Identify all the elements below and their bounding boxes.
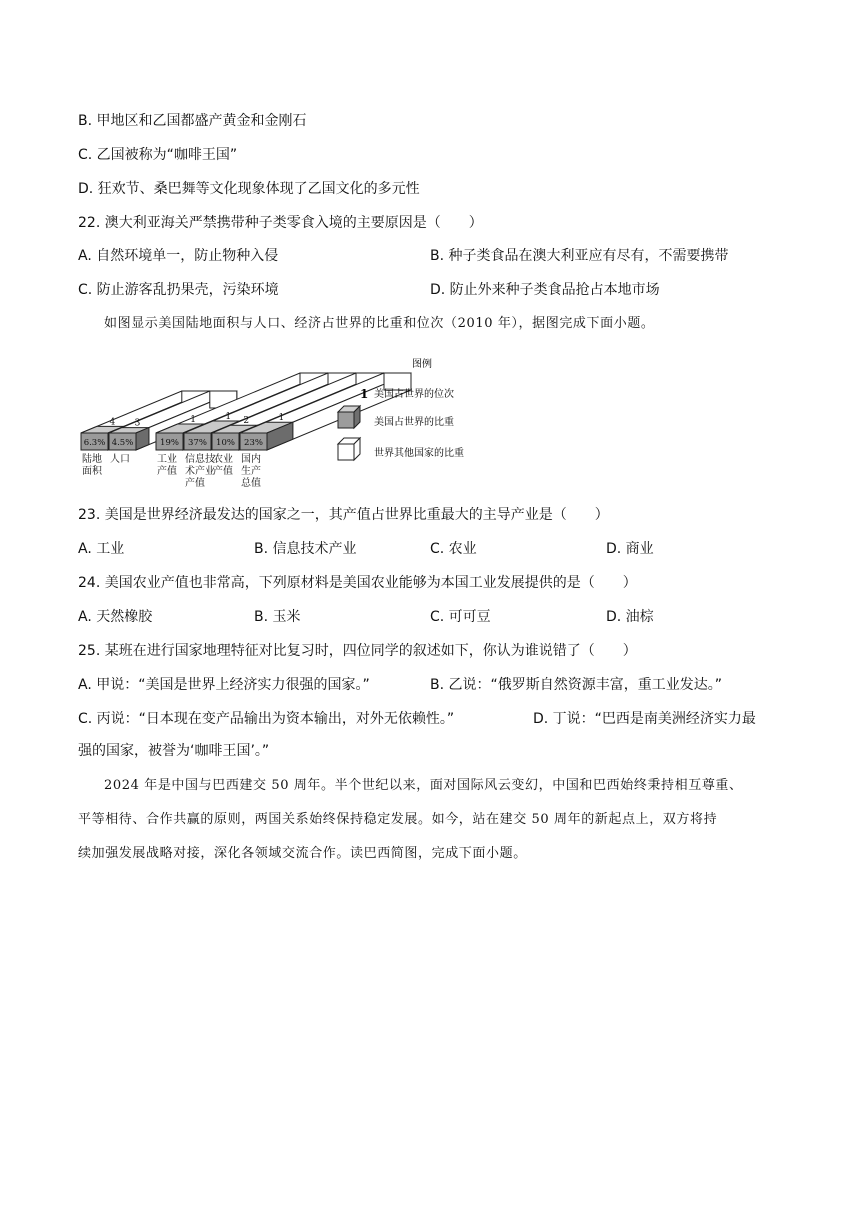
bar-category-label: 产值 <box>157 466 177 477</box>
option-d-prev: D. 狂欢节、桑巴舞等文化现象体现了乙国文化的多元性 <box>78 181 420 197</box>
q22-stem: 22. 澳大利亚海关严禁携带种子类零食入境的主要原因是（ ） <box>78 215 483 231</box>
bar-rank-label: 3 <box>134 418 141 429</box>
usa-share-diagram <box>78 340 508 500</box>
bar-category-label: 人口 <box>110 454 130 465</box>
bar-category-label: 生产 <box>241 466 261 477</box>
legend-share-text: 美国占世界的比重 <box>374 417 454 428</box>
q22-option-d: D. 防止外来种子类食品抢占本地市场 <box>430 282 660 298</box>
q25-stem: 25. 某班在进行国家地理特征对比复习时，四位同学的叙述如下，你认为谁说错了（ ） <box>78 643 637 659</box>
usa-intro: 如图显示美国陆地面积与人口、经济占世界的比重和位次（2010 年），据图完成下面小题。 <box>104 316 655 331</box>
q25-option-d-cont: 强的国家，被誉为‘咖啡王国’。” <box>78 743 270 759</box>
q23-option-d: D. 商业 <box>606 541 654 557</box>
option-c-prev: C. 乙国被称为“咖啡王国” <box>78 147 238 163</box>
bar-category-label: 产值 <box>213 466 233 477</box>
q22-option-b: B. 种子类食品在澳大利亚应有尽有，不需要携带 <box>430 248 729 264</box>
bar-category-label: 产值 <box>185 478 205 489</box>
bar-category-label: 工业 <box>157 454 177 465</box>
q24-option-d: D. 油棕 <box>606 609 654 625</box>
bar-rank-label: 1 <box>225 412 232 422</box>
q25-option-d: D. 丁说：“巴西是南美洲经济实力最 <box>533 711 756 727</box>
legend-rank-text: 美国占世界的位次 <box>374 389 454 400</box>
bar-category-label: 信息技 <box>185 454 215 465</box>
usa-share-figure <box>78 340 508 500</box>
bar-rank-label: 1 <box>190 415 196 425</box>
bar-other-end <box>384 373 411 390</box>
bar-pct-label: 19% <box>160 438 179 448</box>
q25-option-b: B. 乙说：“俄罗斯自然资源丰富，重工业发达。” <box>430 677 723 693</box>
bar-pct-label: 10% <box>216 438 235 448</box>
bar-pct-label: 4.5% <box>111 438 134 448</box>
legend-share-box <box>338 406 360 428</box>
brazil-intro-line3: 续加强发展战略对接，深化各领域交流合作。读巴西简图，完成下面小题。 <box>78 846 527 861</box>
q25-option-c: C. 丙说：“日本现在变产品输出为资本输出，对外无依赖性。” <box>78 711 455 727</box>
q24-stem: 24. 美国农业产值也非常高，下列原材料是美国农业能够为本国工业发展提供的是（ ） <box>78 575 637 591</box>
q23-stem: 23. 美国是世界经济最发达的国家之一，其产值占世界比重最大的主导产业是（ ） <box>78 507 609 523</box>
bar-category-label: 总值 <box>241 478 261 489</box>
q22-option-c: C. 防止游客乱扔果壳，污染环境 <box>78 282 279 298</box>
bar-category-label: 术产业 <box>185 466 215 477</box>
q23-option-b: B. 信息技术产业 <box>254 541 357 557</box>
bar-category-label: 陆地 <box>82 454 102 465</box>
bar-category-label: 面积 <box>82 466 102 477</box>
bar-rank-label: 4 <box>109 417 116 428</box>
q24-option-a: A. 天然橡胶 <box>78 609 153 625</box>
q22-option-a: A. 自然环境单一，防止物种入侵 <box>78 248 279 264</box>
bar-category-label: 农业 <box>213 454 233 465</box>
q23-option-c: C. 农业 <box>430 541 477 557</box>
brazil-intro-line2: 平等相待、合作共赢的原则，两国关系始终保持稳定发展。如今，站在建交 50 周年的新起点上，双方将持 <box>78 812 718 827</box>
legend-other-text: 世界其他国家的比重 <box>374 448 464 459</box>
brazil-intro-line1: 2024 年是中国与巴西建交 50 周年。半个世纪以来，面对国际风云变幻，中国和巴西始终秉持相互尊重、 <box>104 778 743 793</box>
bar-rank-label: 2 <box>243 416 250 427</box>
bar-pct-label: 6.3% <box>83 438 106 448</box>
q23-option-a: A. 工业 <box>78 541 125 557</box>
option-b-prev: B. 甲地区和乙国都盛产黄金和金刚石 <box>78 113 307 129</box>
bar-category-label: 国内 <box>241 454 261 465</box>
q25-option-a: A. 甲说：“美国是世界上经济实力很强的国家。” <box>78 677 370 693</box>
legend-other-box <box>338 438 360 460</box>
q24-option-c: C. 可可豆 <box>430 609 491 625</box>
legend-rank-symbol: 1 <box>360 387 369 401</box>
legend-title: 图例 <box>412 359 432 370</box>
bar-rank-label: 1 <box>278 413 285 424</box>
bar-pct-label: 23% <box>244 438 263 448</box>
bar-pct-label: 37% <box>188 438 207 448</box>
q24-option-b: B. 玉米 <box>254 609 301 625</box>
